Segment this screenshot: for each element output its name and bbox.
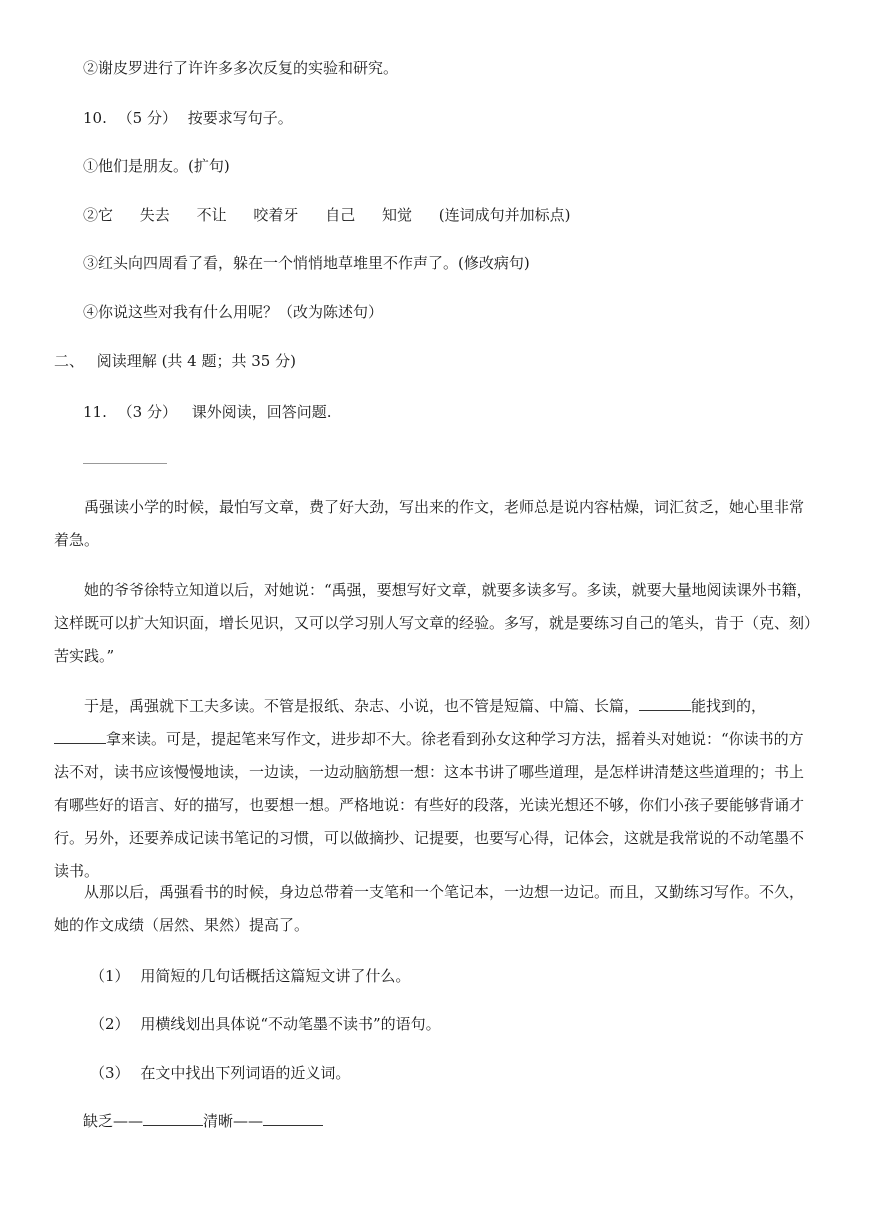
q10-item-3: ③红头向四周看了看，躲在一个悄悄地草堆里不作声了。(修改病句) bbox=[83, 254, 530, 272]
synonym-line bbox=[83, 1111, 323, 1131]
word-3: 咬着牙 bbox=[253, 206, 299, 224]
synonym-blank-1[interactable] bbox=[143, 1111, 203, 1126]
q10-header bbox=[83, 108, 293, 128]
subquestion-2-text: 用横线划出具体说“不动笔墨不读书”的语句。 bbox=[140, 1015, 441, 1033]
q10-item-4: ④你说这些对我有什么用呢？（改为陈述句） bbox=[83, 303, 384, 321]
q10-item-2-instruction: (连词成句并加标点) bbox=[438, 206, 571, 224]
passage-paragraph-4: 从那以后，禹强看书的时候，身边总带着一支笔和一个笔记本，一边想一边记。而且，又勤练习写作。不久，她的作文成绩（居然、果然）提高了。 bbox=[54, 883, 805, 934]
passage-paragraph-1: 禹强读小学的时候，最怕写文章，费了好大劲，写出来的作文，老师总是说内容枯燥，词汇贫乏，她心里非常着急。 bbox=[54, 498, 805, 549]
q11-header bbox=[83, 402, 332, 422]
q10-score: （5 分） bbox=[117, 109, 177, 127]
q11-prompt: 课外阅读，回答问题. bbox=[191, 403, 332, 421]
paragraph-3-part-1: 于是，禹强就下工夫多读。不管是报纸、杂志、小说，也不管是短篇、中篇、长篇， bbox=[84, 697, 640, 715]
q10-item-2 bbox=[83, 205, 593, 225]
passage-paragraph-2: 她的爷爷徐特立知道以后，对她说：“禹强，要想写好文章，就要多读多写。多读，就要大量地阅读课外书籍，这样既可以扩大知识面，增长见识，又可以学习别人写文章的经验。多写，就是要练习自己的笔头，肯于（克、刻）苦实践。” bbox=[54, 581, 812, 665]
word-1: 失去 bbox=[139, 206, 170, 224]
subquestion-2-number: （2） bbox=[90, 1015, 130, 1033]
word-5: 知觉 bbox=[381, 206, 412, 224]
section-2-heading bbox=[54, 351, 296, 371]
q10-item-2-marker: ②它 bbox=[83, 206, 114, 224]
paragraph-3-part-2: 能找到的， bbox=[691, 697, 767, 715]
q10-prompt: 按要求写句子。 bbox=[187, 109, 293, 127]
passage-paragraph-3 bbox=[54, 690, 816, 888]
subquestion-3 bbox=[90, 1063, 350, 1083]
synonym-word-2: 清晰—— bbox=[203, 1112, 264, 1130]
passage-separator bbox=[83, 463, 167, 464]
subquestion-2 bbox=[90, 1014, 441, 1034]
subquestion-1 bbox=[90, 966, 410, 986]
synonym-word-1: 缺乏—— bbox=[83, 1112, 144, 1130]
subquestion-3-text: 在文中找出下列词语的近义词。 bbox=[140, 1064, 351, 1082]
subquestion-1-text: 用简短的几句话概括这篇短文讲了什么。 bbox=[140, 967, 411, 985]
answer-blank-2[interactable] bbox=[54, 729, 106, 744]
q10-item-1: ①他们是朋友。(扩句) bbox=[83, 157, 230, 175]
word-2: 不让 bbox=[196, 206, 227, 224]
q11-score: （3 分） bbox=[117, 403, 177, 421]
synonym-blank-2[interactable] bbox=[263, 1111, 323, 1126]
section-2-number: 二、 bbox=[54, 352, 85, 370]
subquestion-3-number: （3） bbox=[90, 1064, 130, 1082]
q9-item-2: ②谢皮罗进行了许许多多次反复的实验和研究。 bbox=[83, 59, 399, 77]
answer-blank-1[interactable] bbox=[639, 696, 691, 711]
q10-number: 10. bbox=[83, 109, 107, 127]
subquestion-1-number: （1） bbox=[90, 967, 130, 985]
word-4: 自己 bbox=[325, 206, 356, 224]
q11-number: 11. bbox=[83, 403, 107, 421]
paragraph-3-part-3: 拿来读。可是，提起笔来写作文，进步却不大。徐老看到孙女这种学习方法，摇着头对她说：“你读书的方法不对，读书应该慢慢地读，一边读，一边动脑筋想一想：这本书讲了哪些道理，是怎样讲清楚这些道理的；书上有哪些好的语言、好的描写，也要想一想。严格地说：有些好的段落，光读光想还不够，你们小孩子要能够背诵才行。另外，还要养成记读书笔记的习惯，可以做摘抄、记提要，也要写心得，记体会，这就是我常说的不动笔墨不读书。 bbox=[54, 730, 805, 880]
section-2-title: 阅读理解 (共 4 题；共 35 分) bbox=[96, 352, 296, 370]
